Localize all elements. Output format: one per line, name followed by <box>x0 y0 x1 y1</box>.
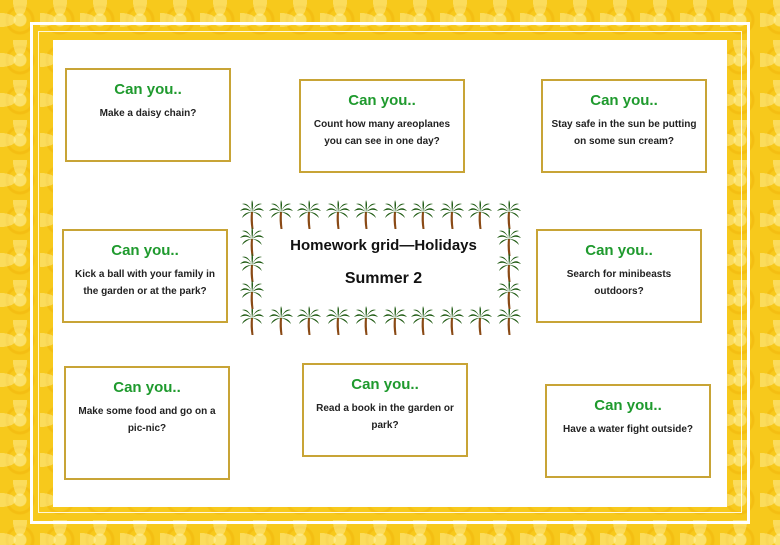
task-card-heading: Can you.. <box>594 397 662 414</box>
palm-tree-icon <box>411 306 435 336</box>
page-title: Homework grid—Holidays <box>290 237 477 254</box>
palm-tree-icon <box>497 280 521 310</box>
title-box <box>240 200 523 338</box>
task-card-heading: Can you.. <box>348 92 416 109</box>
palm-tree-icon <box>354 200 378 230</box>
palm-tree-icon <box>269 306 293 336</box>
task-card-heading: Can you.. <box>590 92 658 109</box>
palm-tree-icon <box>497 253 521 283</box>
palm-tree-icon <box>468 306 492 336</box>
palm-tree-icon <box>240 306 264 336</box>
palm-tree-icon <box>468 200 492 230</box>
task-card-sun-cream <box>541 79 707 173</box>
task-card-text: Search for minibeasts outdoors? <box>566 269 672 297</box>
task-card-daisy-chain <box>65 68 231 162</box>
palm-tree-icon <box>240 280 264 310</box>
palm-tree-icon <box>411 200 435 230</box>
task-card-picnic <box>64 366 230 480</box>
task-card-text: Count how many areoplanes you can see in one day? <box>313 119 451 147</box>
palm-tree-icon <box>240 227 264 257</box>
task-card-heading: Can you.. <box>114 81 182 98</box>
task-card-text: Read a book in the garden or park? <box>316 403 454 431</box>
palm-tree-icon <box>269 200 293 230</box>
palm-tree-icon <box>440 306 464 336</box>
palm-tree-icon <box>297 200 321 230</box>
task-card-heading: Can you.. <box>351 376 419 393</box>
palm-tree-icon <box>354 306 378 336</box>
palm-tree-icon <box>497 200 521 230</box>
palm-tree-icon <box>497 227 521 257</box>
task-card-heading: Can you.. <box>585 242 653 259</box>
task-card-text: Have a water fight outside? <box>562 424 694 435</box>
task-card-minibeasts <box>536 229 702 323</box>
task-card-read-book <box>302 363 468 457</box>
task-card-text: Kick a ball with your family in the garden or at the park? <box>74 269 216 297</box>
palm-tree-icon <box>297 306 321 336</box>
task-card-water-fight <box>545 384 711 478</box>
task-card-kick-ball <box>62 229 228 323</box>
palm-tree-icon <box>497 306 521 336</box>
palm-tree-icon <box>383 200 407 230</box>
task-card-heading: Can you.. <box>113 379 181 396</box>
task-card-text: Make some food and go on a pic-nic? <box>78 406 216 434</box>
palm-tree-icon <box>383 306 407 336</box>
palm-tree-icon <box>326 306 350 336</box>
task-card-text: Stay safe in the sun be putting on some sun cream? <box>551 119 697 147</box>
palm-tree-icon <box>240 200 264 230</box>
task-card-aeroplanes <box>299 79 465 173</box>
task-card-heading: Can you.. <box>111 242 179 259</box>
palm-tree-icon <box>440 200 464 230</box>
task-card-text: Make a daisy chain? <box>99 108 197 119</box>
palm-tree-icon <box>326 200 350 230</box>
page-subtitle: Summer 2 <box>344 270 423 287</box>
palm-tree-icon <box>240 253 264 283</box>
